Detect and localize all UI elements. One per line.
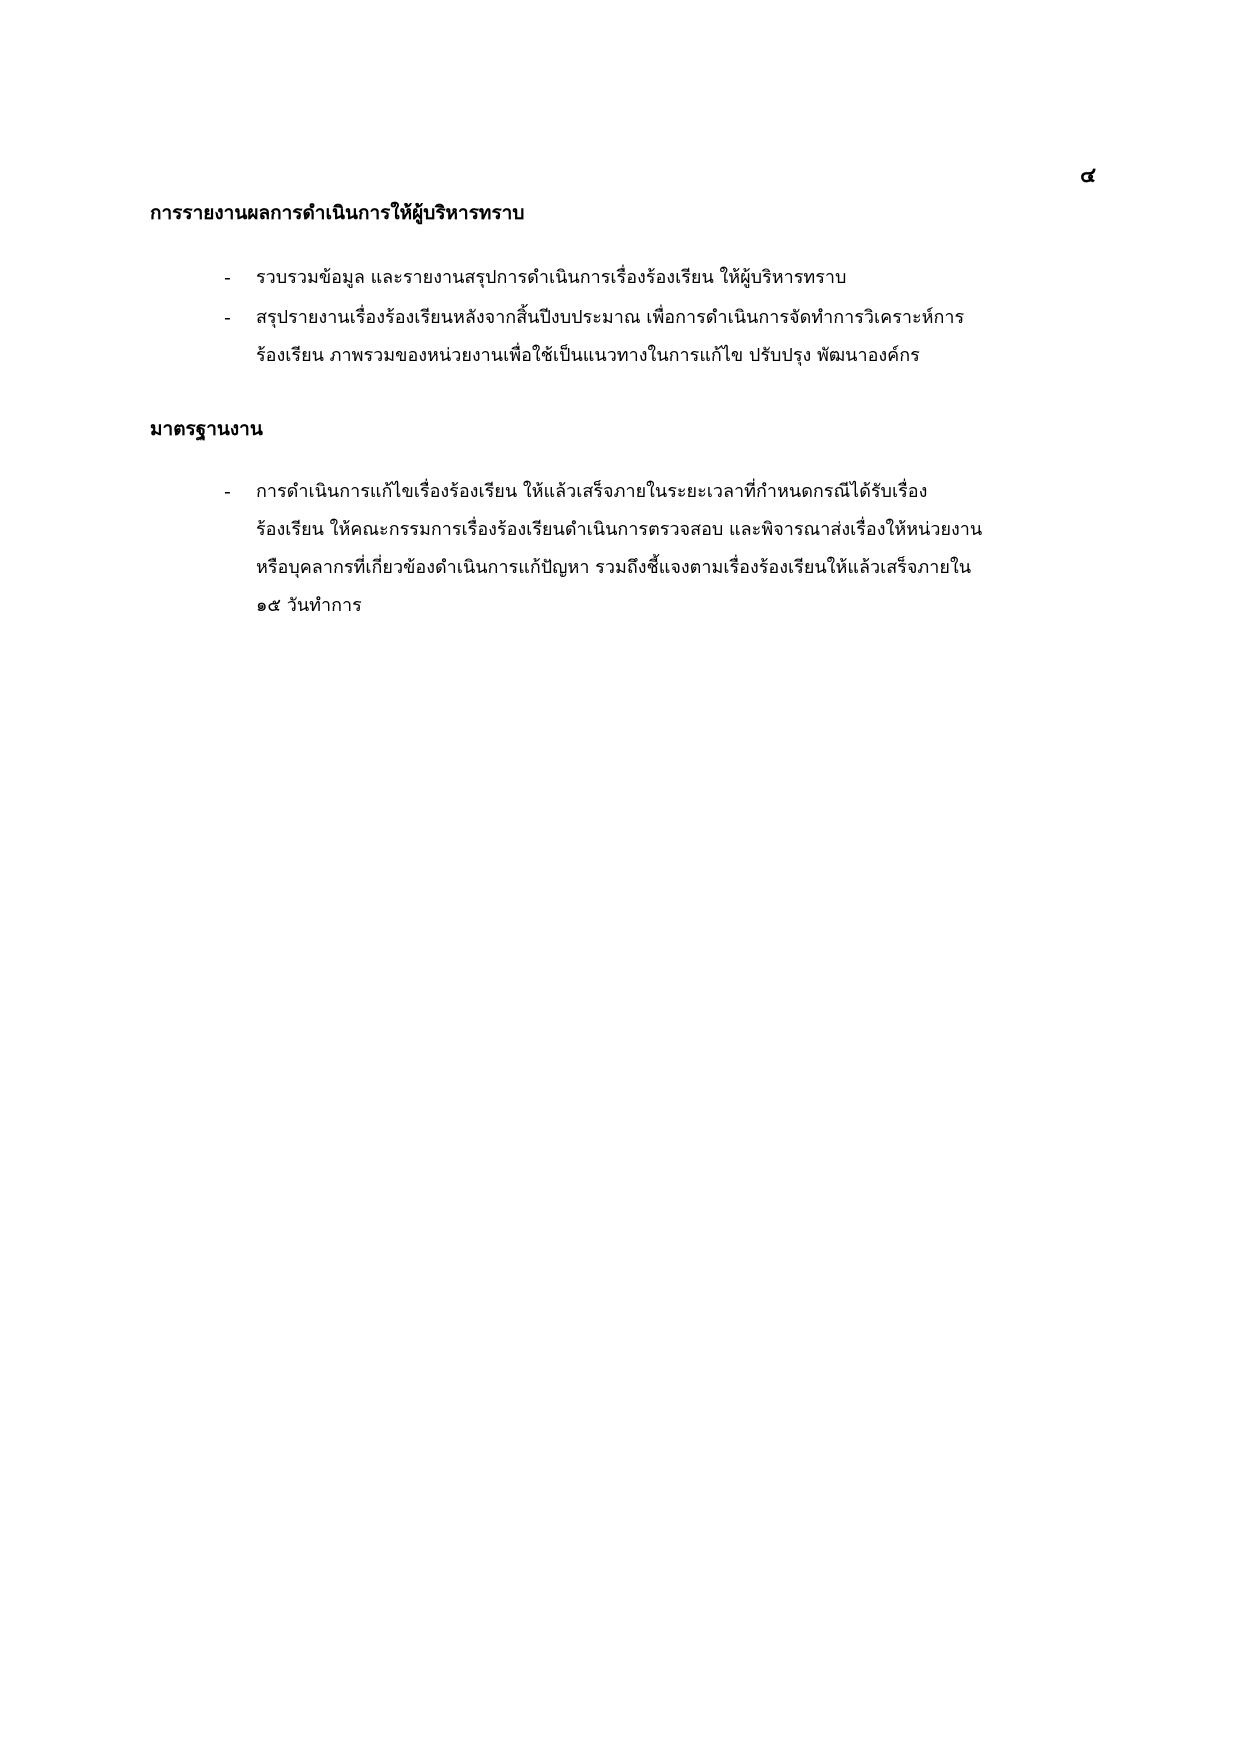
- bullet-item-annual-summary: [256, 299, 1092, 375]
- page-number: ๔: [1080, 163, 1096, 187]
- text-line: รวบรวมข้อมูล และรายงานสรุปการดำเนินการเรื่องร้องเรียน ให้ผู้บริหารทราบ: [256, 267, 847, 288]
- bullet-marker: -: [224, 481, 231, 503]
- section-title-reporting: การรายงานผลการดำเนินการให้ผู้บริหารทราบ: [150, 202, 525, 224]
- text-line: สรุปรายงานเรื่องร้องเรียนหลังจากสิ้นปีงบประมาณ เพื่อการดำเนินการจัดทำการวิเคราะห์การ: [256, 307, 965, 328]
- section-title-work-standard: มาตรฐานงาน: [150, 418, 263, 440]
- text-line: หรือบุคลากรที่เกี่ยวข้องดำเนินการแก้ปัญหา รวมถึงชี้แจงตามเรื่องร้องเรียนให้แล้วเสร็จภายใน: [256, 557, 972, 578]
- text-line: ร้องเรียน ให้คณะกรรมการเรื่องร้องเรียนดำเนินการตรวจสอบ และพิจารณาส่งเรื่องให้หน่วยงาน: [256, 519, 983, 540]
- text-line: ๑๕ วันทำการ: [256, 595, 362, 616]
- bullet-marker: -: [224, 307, 231, 329]
- text-line: การดำเนินการแก้ไขเรื่องร้องเรียน ให้แล้วเสร็จภายในระยะเวลาที่กำหนดกรณีได้รับเรื่อง: [256, 481, 928, 502]
- bullet-item-resolution-timeframe: [256, 473, 1092, 625]
- bullet-marker: -: [224, 267, 231, 289]
- bullet-item-collect-report: [256, 259, 1092, 297]
- text-line: ร้องเรียน ภาพรวมของหน่วยงานเพื่อใช้เป็นแนวทางในการแก้ไข ปรับปรุง พัฒนาองค์กร: [256, 345, 920, 366]
